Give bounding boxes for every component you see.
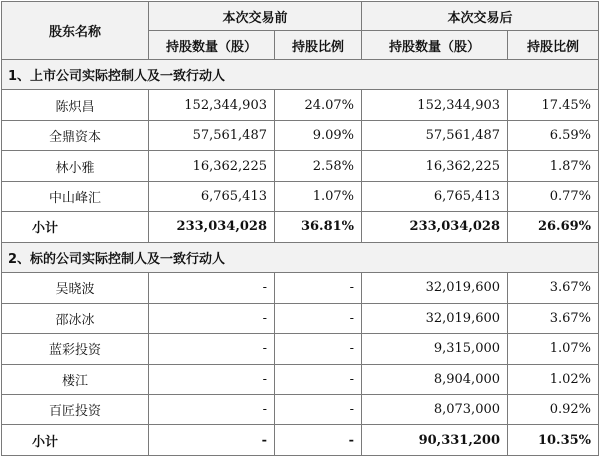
section-row [2,242,599,272]
table-row [2,303,599,333]
before-shares-cell: - [149,334,275,364]
before-shares-cell: - [149,273,275,303]
before-ratio-cell: - [275,334,362,364]
table-row [2,120,599,150]
table-row [2,364,599,394]
after-shares-cell: 57,561,487 [362,120,508,150]
before-ratio-cell: - [275,394,362,424]
table-row [2,181,599,211]
shareholder-name-cell: 百匠投资 [2,394,149,424]
before-ratio-cell: 24.07% [275,90,362,120]
subtotal-before-ratio: - [275,425,362,456]
after-ratio-cell: 1.07% [508,334,599,364]
after-ratio-cell: 3.67% [508,303,599,333]
after-shares-cell: 152,344,903 [362,90,508,120]
before-shares-cell: - [149,394,275,424]
table-row [2,394,599,424]
header-before-transaction: 本次交易前 [149,2,362,31]
shareholder-name-cell: 中山峰汇 [2,181,149,211]
before-ratio-cell: - [275,273,362,303]
subtotal-before-ratio: 36.81% [275,212,362,242]
table-row [2,90,599,120]
before-ratio-cell: 1.07% [275,181,362,211]
table-row [2,273,599,303]
before-shares-cell: - [149,364,275,394]
header-after-shares: 持股数量（股） [362,31,508,60]
after-shares-cell: 16,362,225 [362,151,508,181]
after-shares-cell: 8,904,000 [362,364,508,394]
after-shares-cell: 32,019,600 [362,303,508,333]
header-before-ratio: 持股比例 [275,31,362,60]
after-ratio-cell: 17.45% [508,90,599,120]
table-row [2,334,599,364]
after-shares-cell: 32,019,600 [362,273,508,303]
subtotal-before-shares: 233,034,028 [149,212,275,242]
before-ratio-cell: 2.58% [275,151,362,181]
after-ratio-cell: 0.92% [508,394,599,424]
header-after-transaction: 本次交易后 [362,2,599,31]
shareholder-name-cell: 全鼎资本 [2,120,149,150]
shareholder-name-cell: 吴晓波 [2,273,149,303]
subtotal-label: 小计 [2,425,149,456]
table-row [2,151,599,181]
subtotal-after-ratio: 26.69% [508,212,599,242]
before-shares-cell: 6,765,413 [149,181,275,211]
after-ratio-cell: 3.67% [508,273,599,303]
header-before-shares: 持股数量（股） [149,31,275,60]
subtotal-after-ratio: 10.35% [508,425,599,456]
subtotal-after-shares: 233,034,028 [362,212,508,242]
shareholding-table [1,1,599,456]
before-shares-cell: 152,344,903 [149,90,275,120]
header-after-ratio: 持股比例 [508,31,599,60]
subtotal-row [2,425,599,456]
before-ratio-cell: 9.09% [275,120,362,150]
subtotal-label: 小计 [2,212,149,242]
before-shares-cell: 16,362,225 [149,151,275,181]
section-title: 2、标的公司实际控制人及一致行动人 [2,242,599,272]
before-shares-cell: - [149,303,275,333]
before-shares-cell: 57,561,487 [149,120,275,150]
after-ratio-cell: 1.87% [508,151,599,181]
shareholder-name-cell: 蓝彩投资 [2,334,149,364]
after-shares-cell: 6,765,413 [362,181,508,211]
after-shares-cell: 9,315,000 [362,334,508,364]
shareholder-name-cell: 楼江 [2,364,149,394]
section-row [2,60,599,90]
subtotal-row [2,212,599,242]
header-shareholder-name: 股东名称 [2,2,149,60]
section-title: 1、上市公司实际控制人及一致行动人 [2,60,599,90]
shareholder-name-cell: 陈炽昌 [2,90,149,120]
after-ratio-cell: 1.02% [508,364,599,394]
after-ratio-cell: 6.59% [508,120,599,150]
before-ratio-cell: - [275,364,362,394]
before-ratio-cell: - [275,303,362,333]
shareholder-name-cell: 邵冰冰 [2,303,149,333]
header-row-1 [2,2,599,31]
subtotal-before-shares: - [149,425,275,456]
after-shares-cell: 8,073,000 [362,394,508,424]
subtotal-after-shares: 90,331,200 [362,425,508,456]
after-ratio-cell: 0.77% [508,181,599,211]
shareholder-name-cell: 林小雅 [2,151,149,181]
